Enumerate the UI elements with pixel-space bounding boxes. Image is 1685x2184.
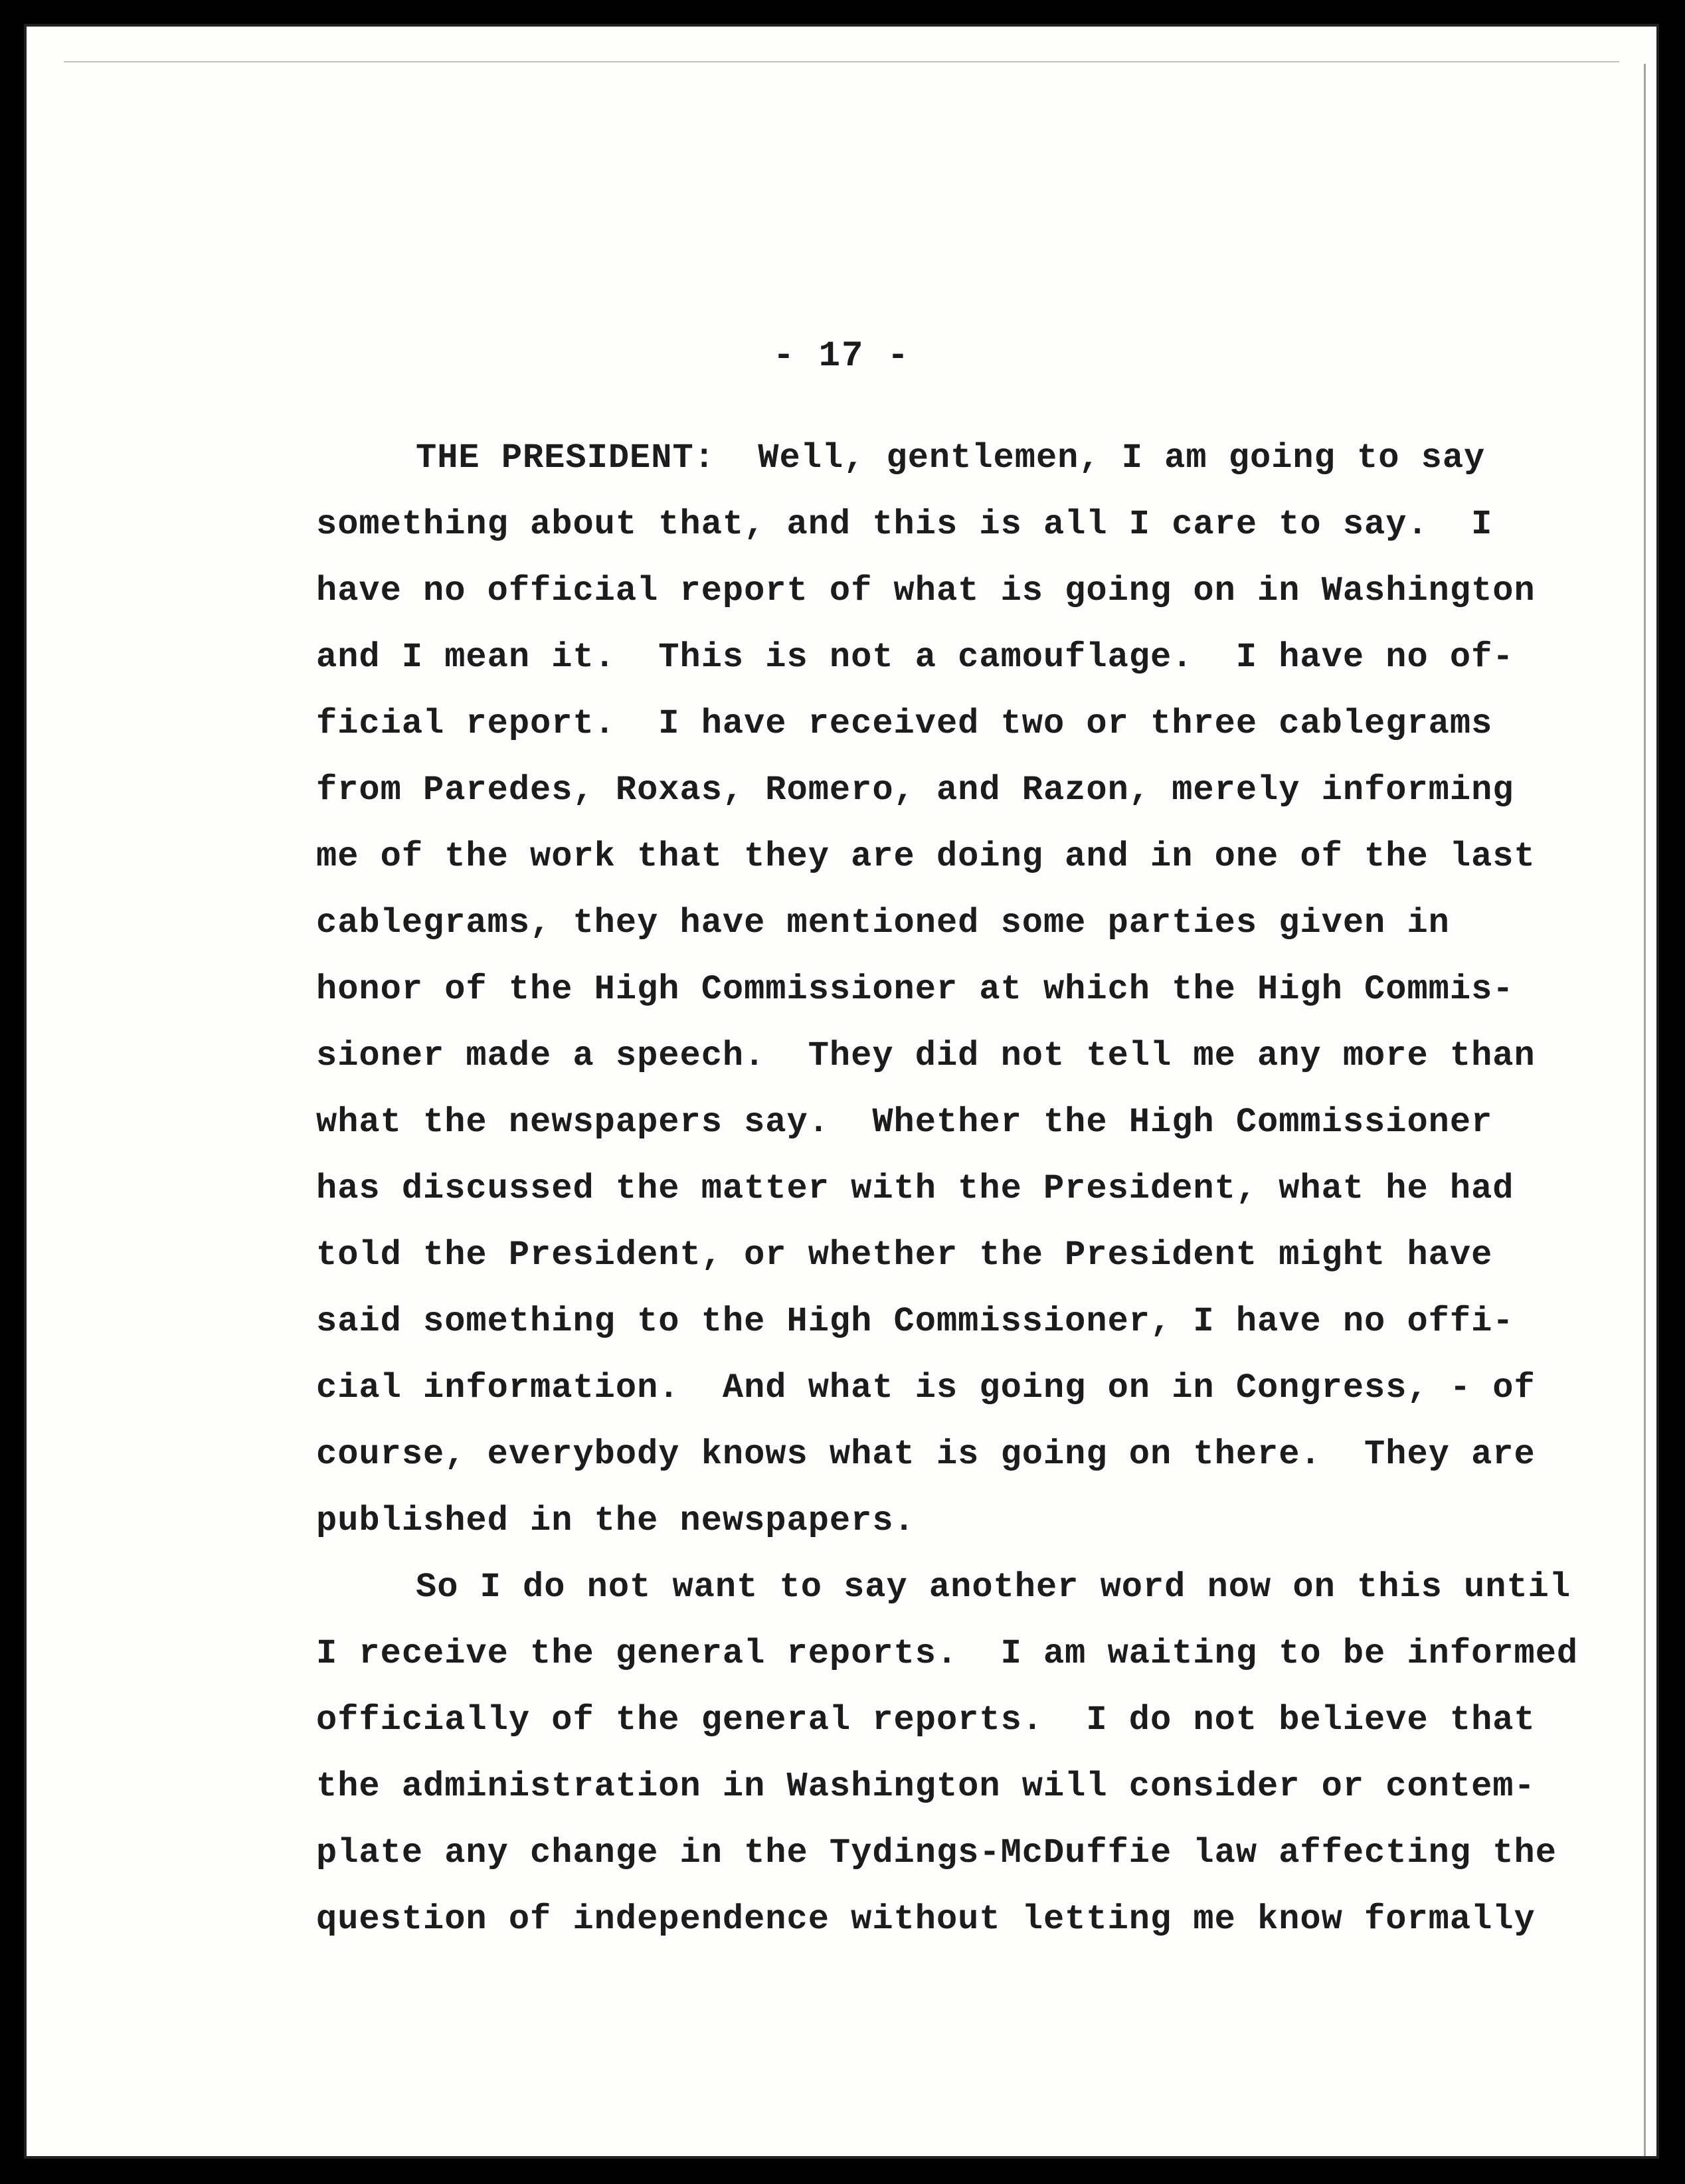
text-line: me of the work that they are doing and in one of the last [316,837,1536,876]
text-line: honor of the High Commissioner at which the High Commis- [316,970,1514,1009]
text-line: sioner made a speech. They did not tell me any more than [316,1036,1536,1075]
text-line: published in the newspapers. [316,1501,915,1540]
paragraph-2 [316,1554,1579,1953]
text-line: course, everybody knows what is going on there. They are [316,1435,1536,1474]
text-line: something about that, and this is all I care to say. I [316,505,1493,544]
page-edge-right [1644,64,1646,2156]
text-line: cablegrams, they have mentioned some parties given in [316,903,1450,943]
text-line: THE PRESIDENT: Well, gentlemen, I am going to say [416,438,1486,478]
text-line: what the newspapers say. Whether the High Commissioner [316,1103,1493,1142]
text-line: cial information. And what is going on in Congress, - of [316,1368,1536,1408]
text-line: and I mean it. This is not a camouflage. I have no of- [316,638,1514,677]
text-line: officially of the general reports. I do not believe that [316,1700,1536,1740]
document-page [24,24,1659,2159]
text-line: said something to the High Commissioner, I have no offi- [316,1302,1514,1341]
text-line: I receive the general reports. I am waiting to be informed [316,1634,1579,1673]
text-line: question of independence without letting me know formally [316,1900,1536,1939]
text-line: the administration in Washington will consider or contem- [316,1767,1536,1806]
page-number: - 17 - [772,336,911,377]
page-edge-top [64,61,1619,62]
body-text [316,425,1579,1953]
text-line: plate any change in the Tydings-McDuffie law affecting the [316,1833,1557,1872]
text-line: has discussed the matter with the President, what he had [316,1169,1514,1208]
text-line: told the President, or whether the President might have [316,1235,1493,1275]
text-line: from Paredes, Roxas, Romero, and Razon, merely informing [316,771,1514,810]
text-line: ficial report. I have received two or three cablegrams [316,704,1493,743]
paragraph-1 [316,425,1552,1554]
text-line: So I do not want to say another word now on this until [416,1568,1571,1607]
text-line: have no official report of what is going on in Washington [316,571,1536,610]
